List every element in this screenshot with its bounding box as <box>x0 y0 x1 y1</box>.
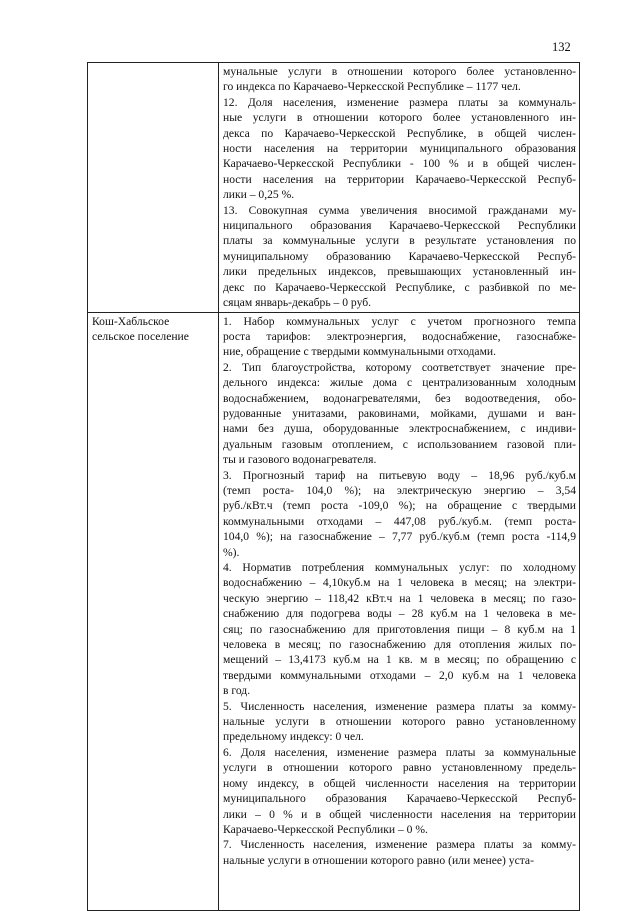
text-line: нальные услуги в отношении которого равно (или менее) уста- <box>223 853 534 867</box>
text-line: муниципального образования Карачаево-Черкесской Респуб- <box>223 792 576 806</box>
text-line: мунальные услуги в отношении которого более установленно- <box>223 65 576 78</box>
text-line: ние, обращение с твердыми коммунальными отходами. <box>223 345 497 359</box>
text-line: ному индексу, в общей численности населения на территории <box>223 776 576 790</box>
text-line: коммунальными отходами – 447,08 руб./куб.м. (темп роста- <box>223 514 576 528</box>
text-line: лики – 0,25 %. <box>223 188 295 202</box>
text-line: муниципальному образованию Карачаево-Черкесской Респуб- <box>223 249 576 263</box>
text-line: дельного индекса: жилые дома с централизованным холодным <box>223 376 576 390</box>
text-line: 104,0 %); на газоснабжение – 7,77 руб./куб.м (темп роста -114,9 <box>223 530 576 544</box>
text-line: водоснабжению – 4,10куб.м на 1 человека в месяц; на электри- <box>223 576 576 590</box>
text-line: ности населения на территории муниципального образования <box>223 142 576 156</box>
text-line: сяцам январь-декабрь – 0 руб. <box>223 296 372 310</box>
text-line: (темп роста- 104,0 %); на электрическую энергию – 3,54 <box>223 483 576 497</box>
text-line: водоснабжением, водонагревателями, без водоотведения, обо- <box>223 391 576 405</box>
text-line: нальные услуги в отношении которого равно установленному <box>223 715 576 729</box>
text-line: 4. Норматив потребления коммунальных услуг: по холодному <box>223 561 576 574</box>
page-number: 132 <box>552 40 571 54</box>
text-line: 2. Тип благоустройства, которому соответствует значение пре- <box>223 360 576 374</box>
text-line: роста тарифов: электроэнергия, водоснабжение, газоснабже- <box>223 329 576 343</box>
text-line: 12. Доля населения, изменение размера платы за коммуналь- <box>223 95 576 109</box>
text-line: лики предельных индексов, превышающих установленный ин- <box>223 265 576 279</box>
settlement-name-cell <box>88 63 219 313</box>
text-line: го индекса по Карачаево-Черкесской Республике – 1177 чел. <box>223 80 521 94</box>
text-line: Карачаево-Черкесской Республики - 100 % и в общей числен- <box>223 157 576 171</box>
table-row <box>88 312 580 910</box>
text-line: декс по Карачаево-Черкесской Республике, с разбивкой по ме- <box>223 280 576 294</box>
text-line: декса по Карачаево-Черкесской Республике, в общей числен- <box>223 126 576 140</box>
text-line: нами без душа, оборудованные электроснабжением, с индиви- <box>223 422 576 436</box>
text-line: 6. Доля населения, изменение размера платы за коммунальные <box>223 745 576 759</box>
text-line: в год. <box>223 684 251 698</box>
text-line: мещений – 13,4173 куб.м на 1 кв. м в месяц; по обращению с <box>223 653 576 667</box>
text-line: ности населения на территории Карачаево-Черкесской Респуб- <box>223 172 576 186</box>
text-line: услуги в отношении которого равно установленному предель- <box>223 761 576 775</box>
text-line: платы за коммунальные услуги в результате установления по <box>223 234 576 248</box>
text-line: %). <box>223 545 240 559</box>
text-line: сяц; по газоснабжению для приготовления пищи – 8 куб.м на 1 <box>223 622 576 636</box>
text-line: человека в месяц; по газоснабжению для отопления жилых по- <box>223 638 576 652</box>
text-line: 5. Численность населения, изменение размера платы за комму- <box>223 699 576 713</box>
text-line: ные услуги в отношении которого более установленного ин- <box>223 111 576 125</box>
table-row <box>88 63 580 313</box>
text-line: ты и газового водонагревателя. <box>223 453 377 467</box>
text-line: предельному индексу: 0 чел. <box>223 730 364 744</box>
document-table <box>87 62 580 911</box>
text-line: 3. Прогнозный тариф на питьевую воду – 18,96 руб./куб.м <box>223 468 576 482</box>
text-line: Карачаево-Черкесской Республики – 0 %. <box>223 822 428 836</box>
text-line: ниципального образования Карачаево-Черкесской Республики <box>223 219 576 233</box>
text-line: лики – 0 % и в общей численности населения на территории <box>223 807 576 821</box>
text-line: 1. Набор коммунальных услуг с учетом прогнозного темпа <box>223 314 576 328</box>
text-line: рудованные унитазами, раковинами, мойками, душами и ван- <box>223 406 576 420</box>
description-cell <box>219 312 580 910</box>
text-line: 7. Численность населения, изменение размера платы за комму- <box>223 838 576 852</box>
text-line: твердыми коммунальными отходами – 2,0 куб.м на 1 человека <box>223 668 576 682</box>
description-cell <box>219 63 580 313</box>
text-line: снабжению для подогрева воды – 28 куб.м на 1 человека в ме- <box>223 607 576 621</box>
text-line: ческую энергию – 118,42 кВт.ч на 1 человека в месяц; по газо- <box>223 591 576 605</box>
settlement-name-line: Кош-Хабльское <box>92 314 170 328</box>
settlement-name-cell <box>88 312 219 910</box>
text-line: руб./кВт.ч (темп роста -109,0 %); на обращение с твердыми <box>223 499 576 513</box>
text-line: дуальным газовым отоплением, с использованием газовой пли- <box>223 437 576 451</box>
settlement-name-line: сельское поселение <box>92 329 189 343</box>
text-line: 13. Совокупная сумма увеличения вносимой гражданами му- <box>223 203 576 217</box>
